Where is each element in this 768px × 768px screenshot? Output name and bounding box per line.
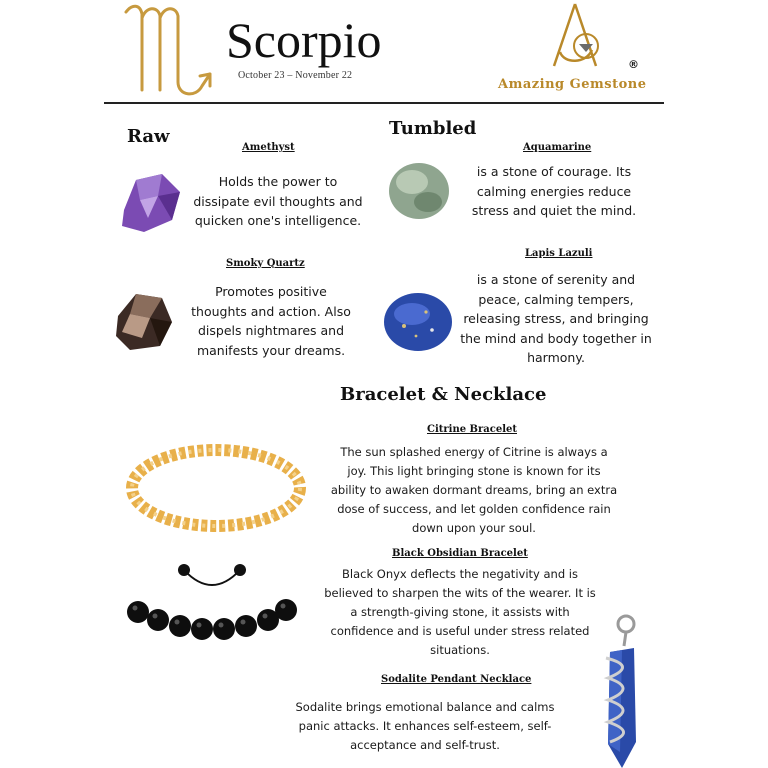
aquamarine-line: stress and quiet the mind.	[471, 203, 637, 218]
scorpio-glyph-icon	[118, 0, 226, 100]
obsidian-line: Black Onyx deflects the negativity and is	[342, 567, 578, 581]
lapis-lazuli-line: harmony.	[527, 350, 585, 365]
citrine-line: ability to awaken dormant dreams, bring an extra	[330, 483, 618, 497]
sodalite-line: panic attacks. It enhances self-esteem, self-	[298, 719, 552, 733]
sodalite-description	[270, 698, 580, 755]
citrine-line: joy. This light bringing stone is known for its	[347, 464, 601, 478]
amethyst-line: dissipate evil thoughts and	[193, 193, 363, 209]
aquamarine-title: Aquamarine	[523, 142, 592, 153]
lapis-lazuli-description	[450, 270, 662, 368]
obsidian-line: believed to sharpen the wits of the wearer. It is	[324, 586, 596, 600]
amethyst-stone-image	[118, 170, 182, 236]
aquamarine-stone-image	[386, 158, 452, 224]
smoky-quartz-line: dispels nightmares and	[197, 323, 345, 338]
smoky-quartz-title: Smoky Quartz	[226, 258, 305, 269]
smoky-quartz-line: thoughts and action. Also	[191, 303, 351, 319]
header-divider	[104, 102, 664, 104]
brand-logo-icon	[540, 0, 610, 70]
smoky-quartz-description	[182, 282, 360, 360]
citrine-bracelet-image	[126, 440, 306, 536]
sodalite-pendant-title: Sodalite Pendant Necklace	[381, 674, 532, 685]
obsidian-bracelet-image	[124, 560, 300, 642]
sodalite-line: Sodalite brings emotional balance and calms	[295, 700, 555, 714]
lapis-lazuli-stone-image	[382, 290, 454, 354]
lapis-lazuli-line: is a stone of serenity and	[476, 272, 636, 287]
registered-mark: ®	[628, 58, 639, 71]
lapis-lazuli-line: releasing stress, and bringing	[463, 311, 649, 326]
obsidian-line: confidence and is useful under stress related	[330, 624, 590, 638]
page-title: Scorpio	[226, 12, 382, 68]
citrine-description	[314, 443, 634, 538]
sodalite-line: acceptance and self-trust.	[350, 738, 500, 752]
citrine-line: dose of success, and let golden confidence rain	[337, 502, 611, 516]
lapis-lazuli-line: peace, calming tempers,	[478, 291, 634, 307]
aquamarine-line: is a stone of courage. Its	[476, 164, 632, 179]
obsidian-line: situations.	[430, 643, 490, 657]
date-range: October 23 – November 22	[238, 70, 353, 81]
citrine-line: The sun splashed energy of Citrine is always a	[340, 445, 608, 459]
amethyst-title: Amethyst	[242, 142, 295, 153]
aquamarine-description	[456, 162, 652, 221]
lapis-lazuli-line: the mind and body together in	[460, 330, 652, 346]
sodalite-pendant-image	[590, 612, 646, 768]
brand-name: Amazing Gemstone	[498, 77, 647, 92]
lapis-lazuli-title: Lapis Lazuli	[525, 248, 593, 259]
obsidian-line: a strength-giving stone, it assists with	[350, 605, 570, 619]
aquamarine-line: calming energies reduce	[476, 183, 632, 199]
amethyst-description	[186, 172, 370, 231]
citrine-line: down upon your soul.	[412, 521, 536, 535]
section-raw-heading: Raw	[127, 126, 170, 147]
amethyst-line: quicken one's intelligence.	[194, 213, 362, 228]
smoky-quartz-line: Promotes positive	[215, 284, 327, 299]
smoky-quartz-stone-image	[112, 288, 176, 354]
citrine-bracelet-title: Citrine Bracelet	[427, 424, 517, 435]
obsidian-description	[300, 565, 620, 660]
obsidian-bracelet-title: Black Obsidian Bracelet	[392, 548, 528, 559]
section-tumbled-heading: Tumbled	[389, 118, 477, 139]
amethyst-line: Holds the power to	[218, 174, 338, 189]
smoky-quartz-line: manifests your dreams.	[196, 342, 346, 358]
section-jewelry-heading: Bracelet & Necklace	[340, 384, 547, 405]
